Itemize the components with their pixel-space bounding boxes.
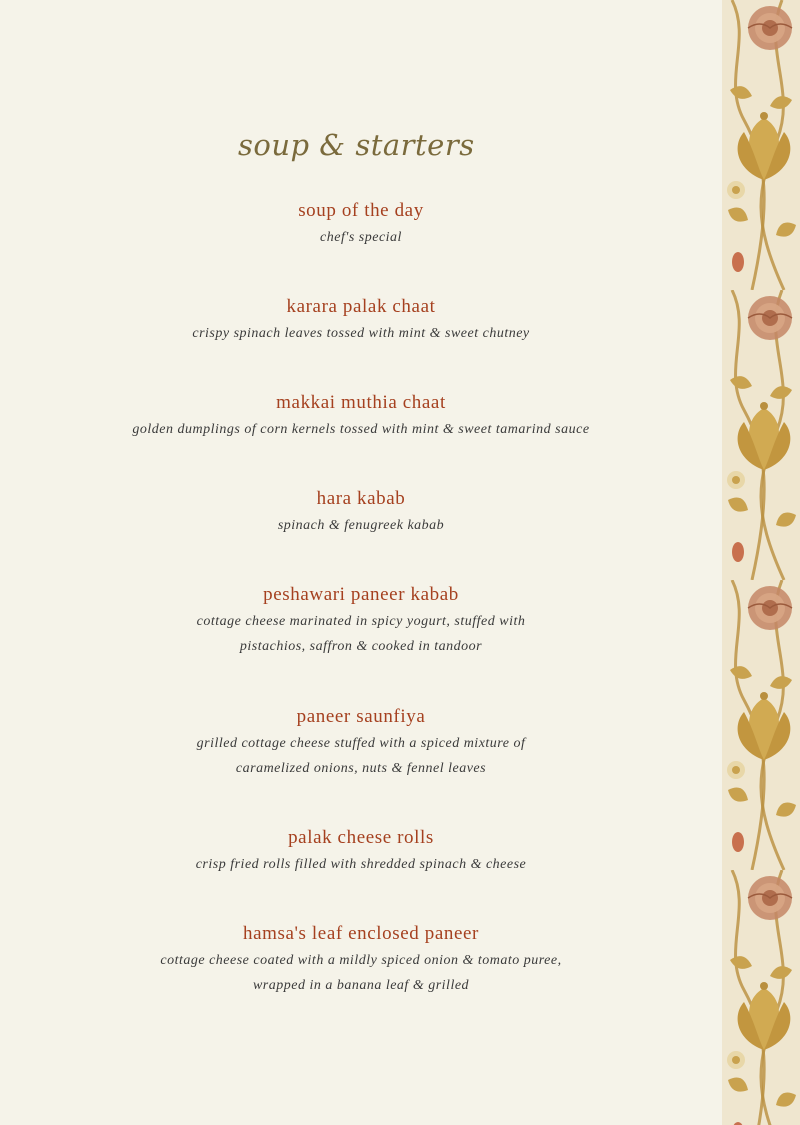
menu-item-name: hamsa's leaf enclosed paneer: [243, 923, 479, 944]
menu-item-description: wrapped in a banana leaf & grilled: [252, 978, 470, 993]
menu-item: [0, 488, 722, 538]
menu-item-name: karara palak chaat: [286, 296, 436, 317]
menu-item-name: peshawari paneer kabab: [263, 584, 459, 605]
menu-item-description: golden dumplings of corn kernels tossed with mint & sweet tamarind sauce: [132, 422, 590, 437]
menu-item-description: cottage cheese coated with a mildly spiced onion & tomato puree,: [160, 953, 562, 968]
menu-item-description: chef's special: [320, 230, 402, 245]
menu-item: [0, 827, 722, 877]
menu-item-description: caramelized onions, nuts & fennel leaves: [235, 761, 487, 776]
menu-item-name: palak cheese rolls: [288, 827, 434, 848]
menu-item-name: paneer saunfiya: [296, 706, 426, 727]
floral-pattern-icon: [722, 0, 800, 1125]
menu-item: [0, 706, 722, 781]
menu-item-description: crispy spinach leaves tossed with mint & sweet chutney: [192, 326, 530, 341]
menu-item-description: grilled cottage cheese stuffed with a spiced mixture of: [196, 736, 526, 751]
section-title: soup & starters: [238, 128, 475, 162]
menu-item: [0, 584, 722, 659]
menu-item-description: pistachios, saffron & cooked in tandoor: [239, 639, 483, 654]
menu-item-name: hara kabab: [316, 488, 406, 509]
menu-item: [0, 923, 722, 998]
menu-item-name: soup of the day: [298, 200, 424, 221]
menu-item: [0, 200, 722, 250]
menu-item-description: cottage cheese marinated in spicy yogurt, stuffed with: [196, 614, 526, 629]
menu-item-description: spinach & fenugreek kabab: [277, 518, 445, 533]
menu-item-name: makkai muthia chaat: [276, 392, 446, 413]
menu-item: [0, 296, 722, 346]
floral-border-icon: [722, 0, 800, 1125]
menu-item-description: crisp fried rolls filled with shredded spinach & cheese: [195, 857, 527, 872]
menu-item: [0, 392, 722, 442]
